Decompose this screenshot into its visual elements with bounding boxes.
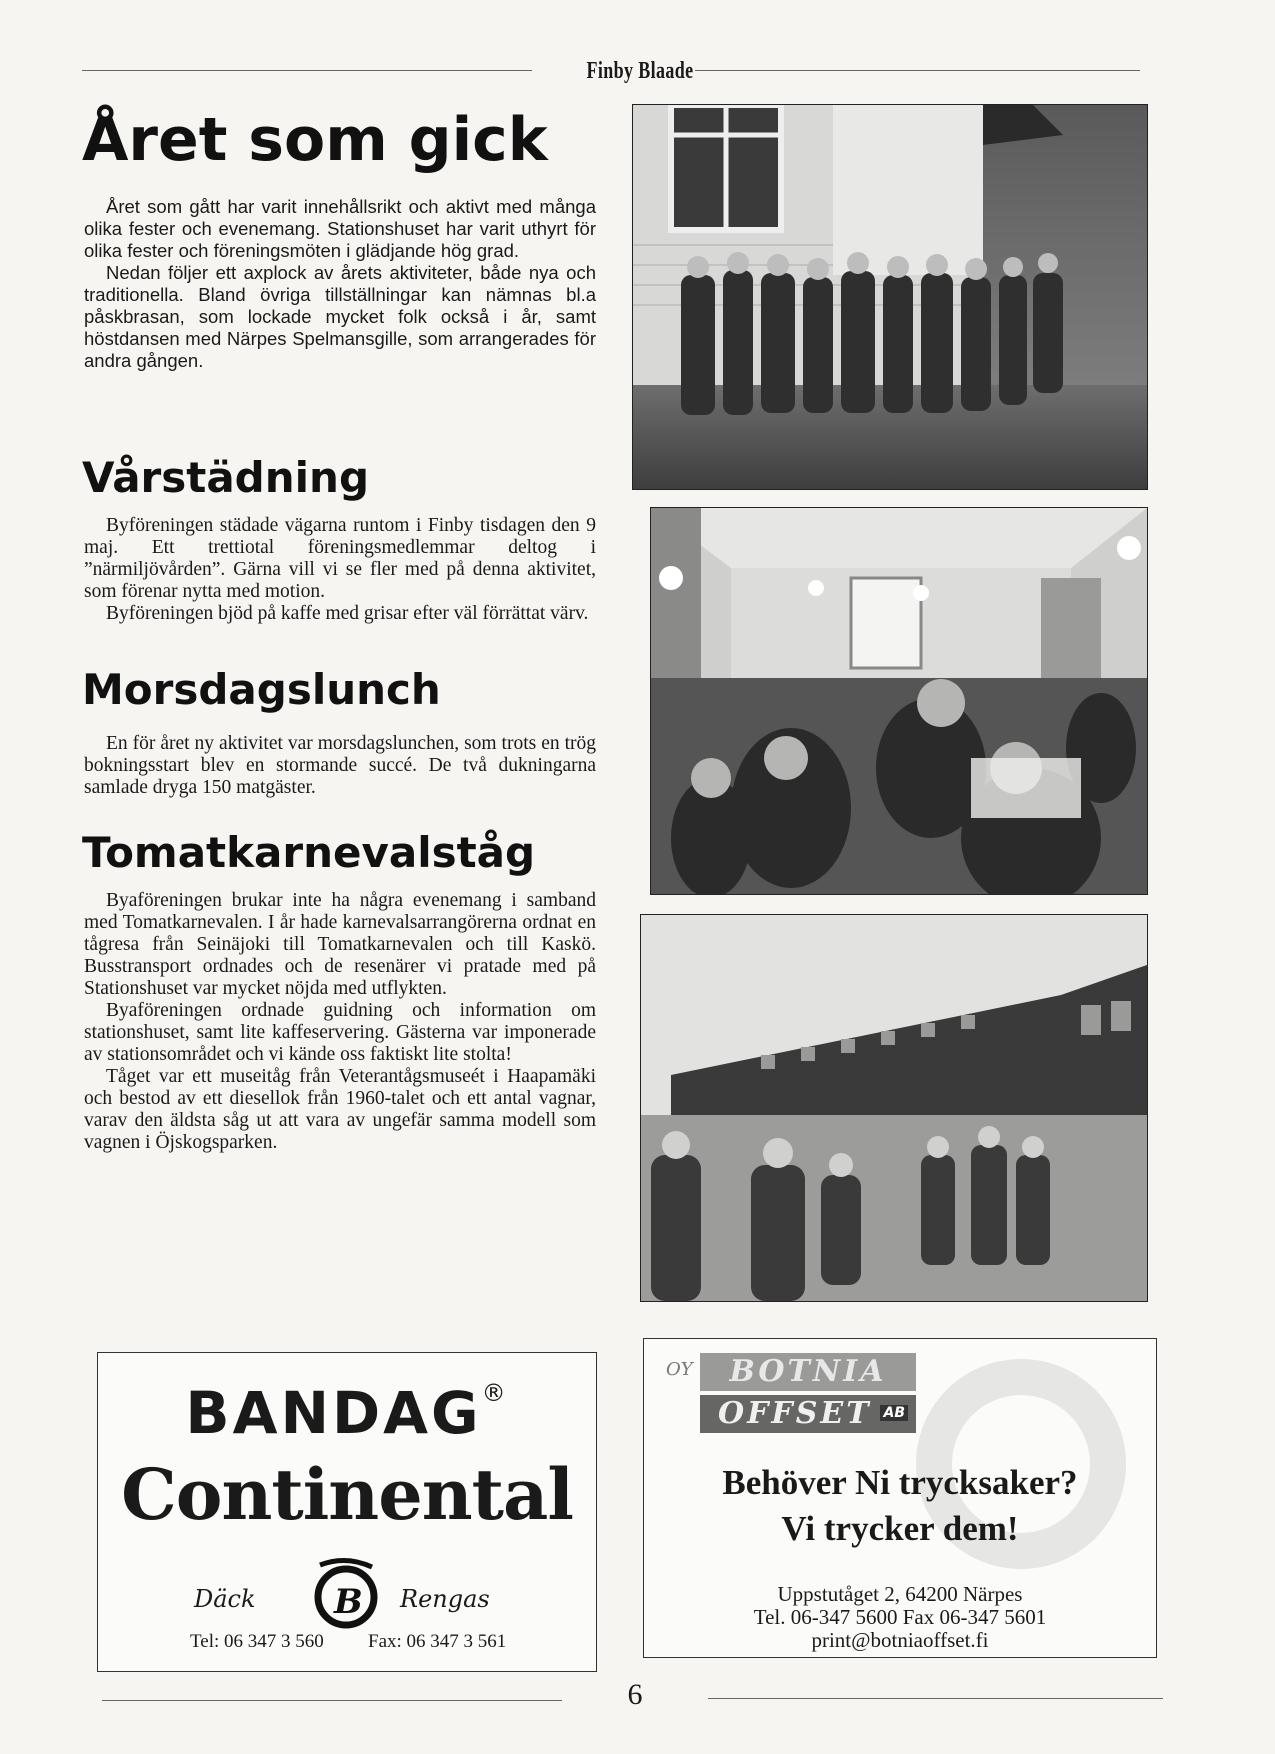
tomat-text: [84, 890, 596, 1154]
svg-text:B: B: [334, 1582, 363, 1622]
bandag-fax: Fax: 06 347 3 561: [368, 1631, 507, 1652]
botnia-name-2-text: OFFSET: [718, 1396, 872, 1431]
intro-text: [84, 196, 596, 372]
page-number: 6: [627, 1678, 643, 1711]
morsdag-paragraph-1: En för året ny aktivitet var morsdagslunchen, som trots en trög bokningsstart blev en stormande succé. De två dukningarna samlade dryga 150 matgäster.: [84, 733, 596, 798]
ad-botnia-offset: [643, 1338, 1157, 1658]
botnia-name-1-text: BOTNIA: [729, 1354, 887, 1389]
botnia-suffix: AB: [880, 1405, 908, 1421]
photo-group-at-station: [632, 104, 1148, 490]
morsdag-text: [84, 733, 596, 799]
footer-rule-right: [708, 1698, 1163, 1699]
section-title-intro: Året som gick: [82, 105, 548, 175]
section-title-morsdag: Morsdagslunch: [82, 665, 441, 714]
dack-label: Däck: [194, 1585, 256, 1613]
tire-shop-logo-icon: [306, 1555, 386, 1633]
varstadning-paragraph-1: Byföreningen städade vägarna runtom i Finby tisdagen den 9 maj. Ett trettiotal föreningsmedlemmar deltog i ”närmiljövården”. Gärna vill vi se fler med på denna aktivitet, som förenar nytta med motion.: [84, 515, 596, 602]
varstadning-text: [84, 515, 596, 625]
botnia-phone: Tel. 06-347 5600 Fax 06-347 5601: [753, 1605, 1047, 1629]
section-title-varstadning: Vårstädning: [82, 453, 370, 502]
header-rule-right: [695, 70, 1140, 71]
registered-mark: ®: [481, 1379, 509, 1407]
intro-paragraph-1: Året som gått har varit innehållsrikt och aktivt med många olika fester och evenemang. Stationshuset har varit uthyrt för olika fester och föreningsmöten i glädjande hög grad.: [84, 196, 596, 261]
header-rule-left: [82, 70, 532, 71]
section-title-tomat: Tomatkarnevalståg: [82, 828, 536, 877]
bandag-phone: Tel: 06 347 3 560: [190, 1631, 324, 1652]
botnia-name-2: [700, 1395, 916, 1433]
botnia-answer: Vi trycker dem!: [781, 1509, 1019, 1548]
footer-rule-left: [102, 1700, 562, 1701]
botnia-email: print@botniaoffset.fi: [811, 1628, 989, 1652]
intro-paragraph-2: Nedan följer ett axplock av årets aktiviteter, både nya och traditionella. Bland övriga tillställningar kan nämnas bl.a påskbrasan, som lockade mycket folk också i år, samt höstdansen med Närpes Spelmansgille, som arrangerades för andra gången.: [84, 262, 596, 371]
tomat-paragraph-3: Tåget var ett museitåg från Veterantågsmuseét i Haapamäki och bestod av ett diesellok från 1960-talet och ett antal vagnar, varav den äldsta såg ut att vara av ungefär samma modell som vagnen i Öjskogsparken.: [84, 1066, 596, 1153]
rengas-label: Rengas: [400, 1585, 490, 1613]
botnia-question: Behöver Ni trycksaker?: [722, 1463, 1078, 1502]
ad-bandag: [97, 1352, 597, 1672]
photo-dining-hall: [650, 507, 1148, 895]
botnia-prefix: OY: [666, 1359, 693, 1380]
bandag-brand: BANDAG: [185, 1379, 482, 1447]
photo-museum-train: [640, 914, 1148, 1302]
varstadning-paragraph-2: Byföreningen bjöd på kaffe med grisar efter väl förrättat värv.: [106, 603, 589, 624]
publication-title: Finby Blaade: [586, 58, 694, 84]
tomat-paragraph-2: Byaföreningen ordnade guidning och information om stationshuset, samt lite kaffeservering. Gästerna var imponerade av stationsområdet och vi kände oss faktiskt lite stolta!: [84, 1000, 596, 1065]
botnia-logo: [666, 1353, 936, 1435]
bandag-logo: [98, 1379, 596, 1447]
botnia-name-1: [700, 1353, 916, 1391]
botnia-address: Uppstutåget 2, 64200 Närpes: [777, 1582, 1023, 1606]
continental-logo: Continental: [121, 1453, 573, 1536]
tomat-paragraph-1: Byaföreningen brukar inte ha några evenemang i samband med Tomatkarnevalen. I år hade karnevalsarrangörerna ordnat en tågresa från Seinäjoki till Tomatkarnevalen och till Kaskö. Busstransport ordnades och de resenärer vi pratade med på Stationshuset var mycket nöjda med utflykten.: [84, 890, 596, 999]
